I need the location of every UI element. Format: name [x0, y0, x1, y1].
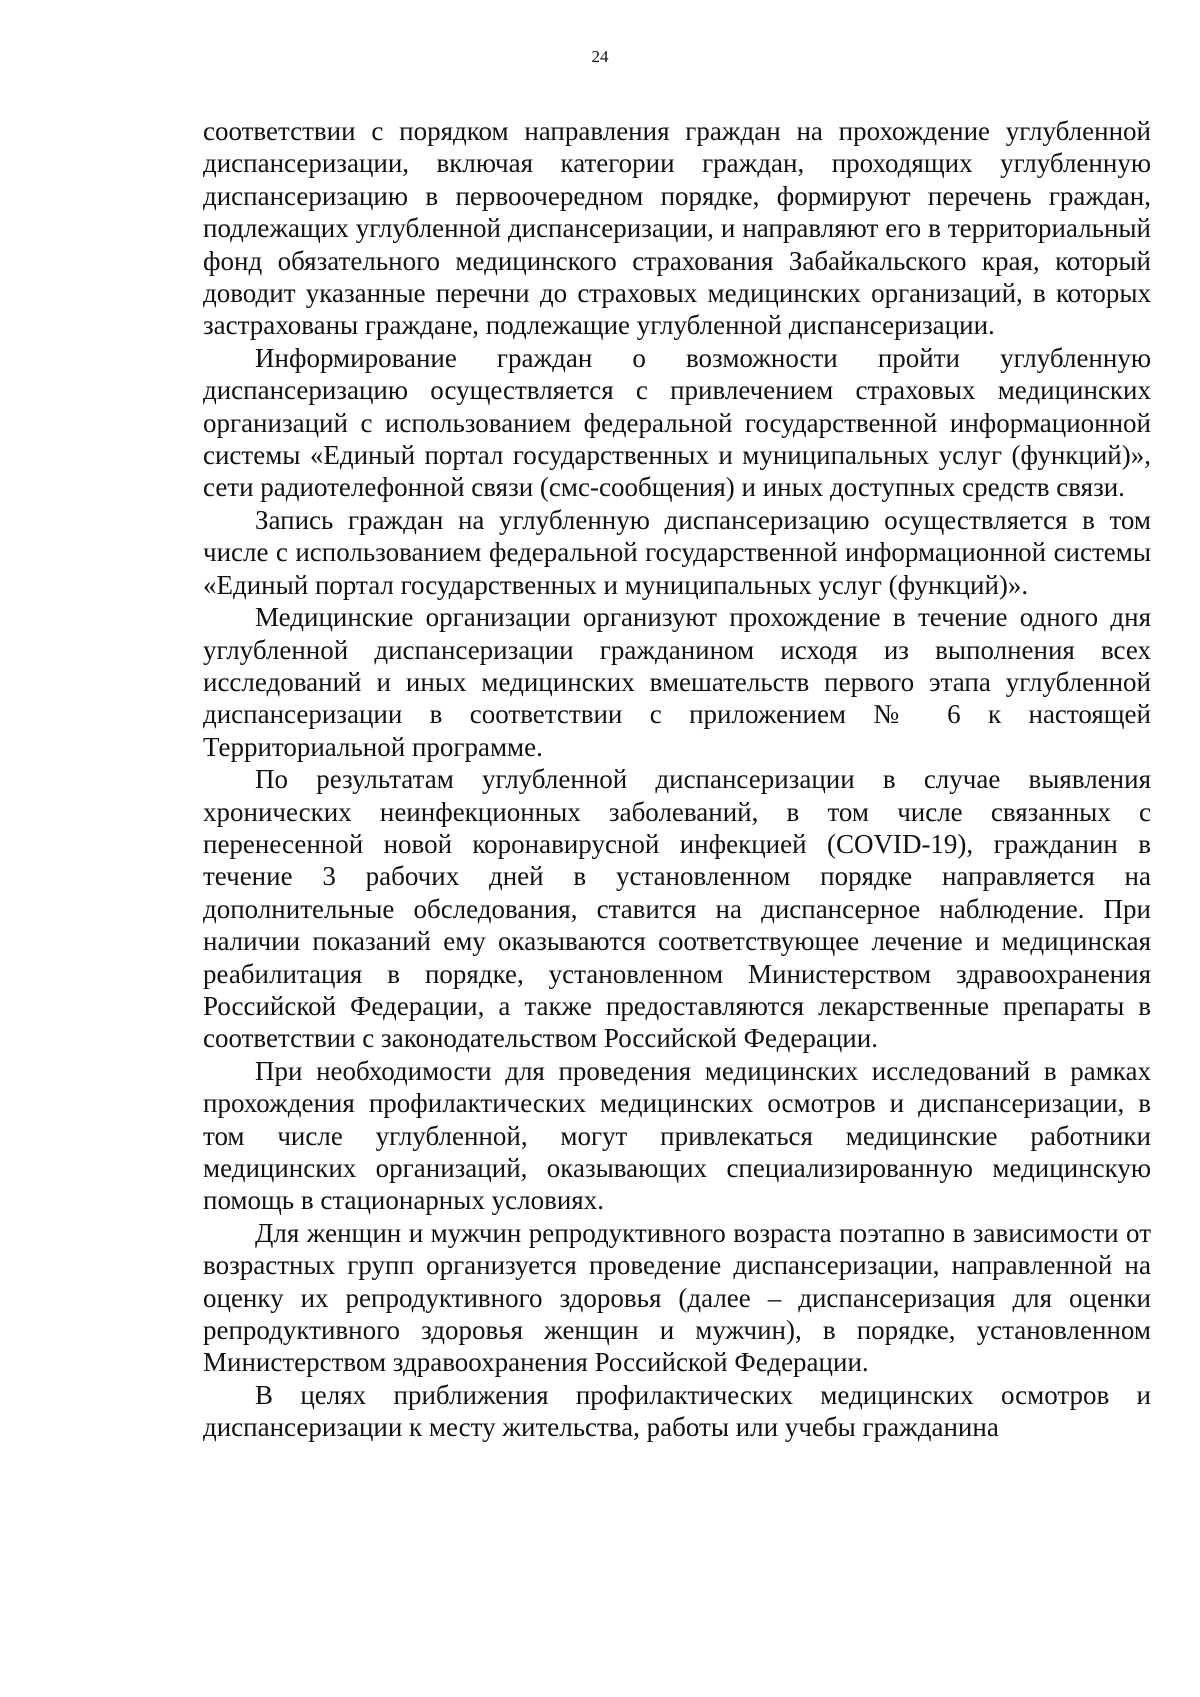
paragraph-specialists: При необходимости для проведения медицинских исследований в рамках прохождения профилактических медицинских осмотров и диспансеризации, в том числе углубленной, могут привлекаться медицинские работники медицинских организаций, оказывающих специализированную медицинскую помощь в стационарных условиях. — [203, 1055, 1151, 1216]
paragraph-one-day-examination: Медицинские организации организуют прохождение в течение одного дня углубленной диспансеризации гражданином исходя из выполнения всех исследований и иных медицинских вмешательств первого этапа углубленной диспансеризации в соответствии с приложением № 6 к настоящей Территориальной программе. — [203, 602, 1151, 762]
paragraph-continuation: соответствии с порядком направления граждан на прохождение углубленной диспансеризации, включая категории граждан, проходящих углубленную диспансеризацию в первоочередном порядке, формируют перечень граждан, подлежащих углубленной диспансеризации, и направляют его в территориальный фонд обязательного медицинского страхования Забайкальского края, который доводит указанные перечни до страховых медицинских организаций, в которых застрахованы граждане, подлежащие углубленной диспансеризации. — [203, 116, 1151, 341]
paragraph-informing-citizens: Информирование граждан о возможности пройти углубленную диспансеризацию осуществляется с привлечением страховых медицинских организаций с использованием федеральной государственной информационной системы «Единый портал государственных и муниципальных услуг (функций)», сети радиотелефонной связи (смс-сообщения) и иных доступных средств связи. — [203, 342, 1151, 503]
paragraph-registration: Запись граждан на углубленную диспансеризацию осуществляется в том числе с использованием федеральной государственной информационной системы «Единый портал государственных и муниципальных услуг (функций)». — [203, 504, 1151, 600]
document-body — [203, 115, 1151, 1444]
paragraph-reproductive-health: Для женщин и мужчин репродуктивного возраста поэтапно в зависимости от возрастных групп организуется проведение диспансеризации, направленной на оценку их репродуктивного здоровья (далее – диспансеризация для оценки репродуктивного здоровья женщин и мужчин), в порядке, установленном Министерством здравоохранения Российской Федерации. — [203, 1217, 1151, 1378]
paragraph-results: По результатам углубленной диспансеризации в случае выявления хронических неинфекционных заболеваний, в том числе связанных с перенесенной новой коронавирусной инфекцией (COVID-19), гражданин в течение 3 рабочих дней в установленном порядке направляется на дополнительные обследования, ставится на диспансерное наблюдение. При наличии показаний ему оказываются соответствующее лечение и медицинская реабилитация в порядке, установленном Министерством здравоохранения Российской Федерации, а также предоставляются лекарственные препараты в соответствии с законодательством Российской Федерации. — [203, 764, 1151, 1054]
paragraph-proximity: В целях приближения профилактических медицинских осмотров и диспансеризации к месту жительства, работы или учебы гражданина — [203, 1379, 1151, 1443]
page-number: 24 — [591, 47, 609, 66]
